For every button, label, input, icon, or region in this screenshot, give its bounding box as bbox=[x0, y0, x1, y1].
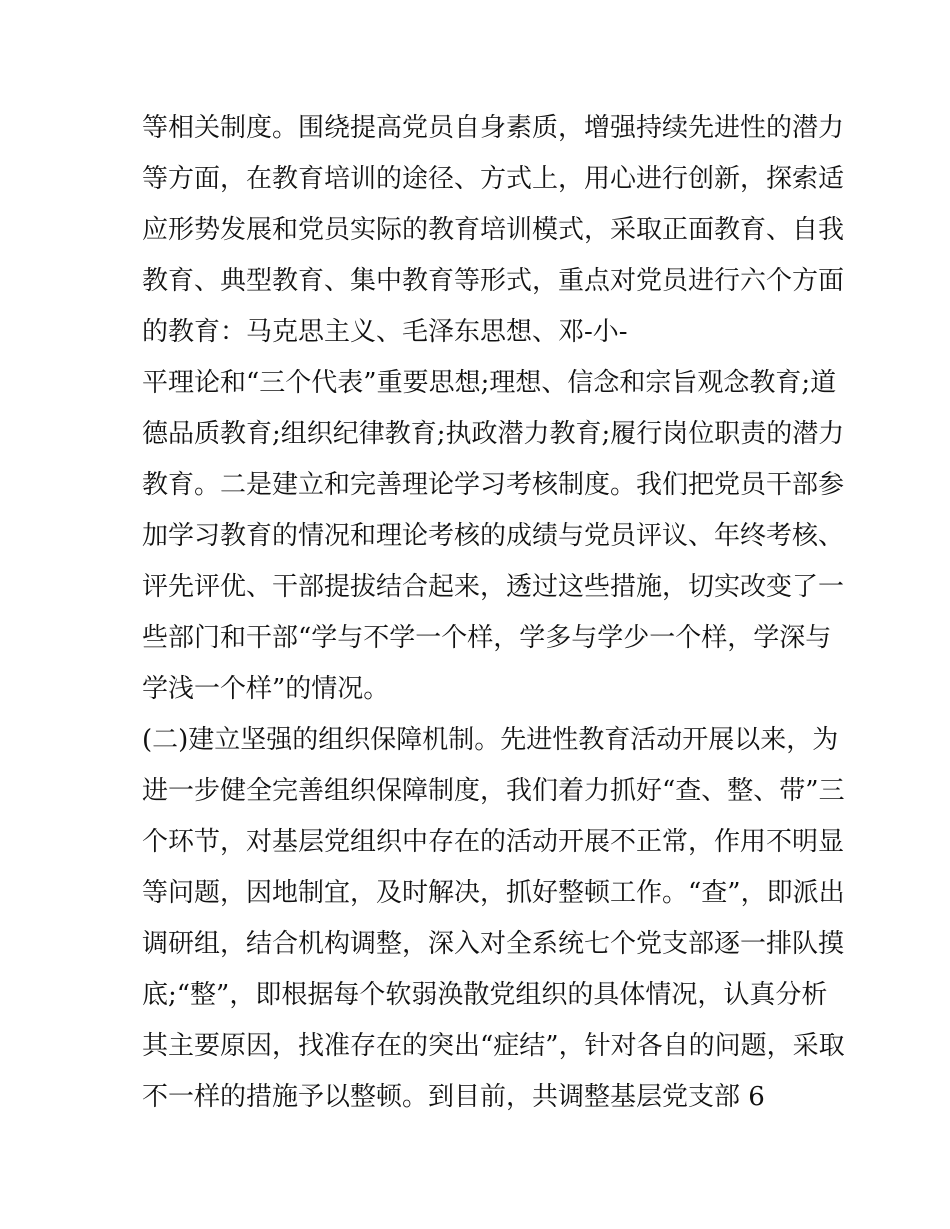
text-line-8: 教育。二是建立和完善理论学习考核制度。我们把党员干部参 bbox=[142, 470, 845, 500]
text-line-16: 等问题，因地制宜，及时解决，抓好整顿工作。“查”，即派出 bbox=[142, 878, 845, 908]
text-line-13: (二)建立坚强的组织保障机制。先进性教育活动开展以来，为 bbox=[142, 725, 839, 755]
text-line-5: 的教育：马克思主义、毛泽东思想、邓-小- bbox=[142, 317, 628, 347]
text-line-19: 其主要原因，找准存在的突出“症结”，针对各自的问题，采取 bbox=[142, 1031, 845, 1061]
text-line-10: 评先评优、干部提拔结合起来，透过这些措施，切实改变了一 bbox=[142, 572, 845, 602]
text-line-20: 不一样的措施予以整顿。到目前，共调整基层党支部 6 bbox=[142, 1082, 765, 1112]
text-line-17: 调研组，结合机构调整，深入对全系统七个党支部逐一排队摸 bbox=[142, 929, 845, 959]
text-line-1: 等相关制度。围绕提高党员自身素质，增强持续先进性的潜力 bbox=[142, 113, 845, 143]
text-line-3: 应形势发展和党员实际的教育培训模式，采取正面教育、自我 bbox=[142, 215, 845, 245]
text-line-12: 学浅一个样”的情况。 bbox=[142, 674, 390, 704]
text-line-7: 德品质教育;组织纪律教育;执政潜力教育;履行岗位职责的潜力 bbox=[142, 419, 845, 449]
text-line-9: 加学习教育的情况和理论考核的成绩与党员评议、年终考核、 bbox=[142, 521, 845, 551]
text-line-11: 些部门和干部“学与不学一个样，学多与学少一个样，学深与 bbox=[142, 623, 832, 653]
text-line-15: 个环节，对基层党组织中存在的活动开展不正常，作用不明显 bbox=[142, 827, 845, 857]
text-line-4: 教育、典型教育、集中教育等形式，重点对党员进行六个方面 bbox=[142, 266, 845, 296]
text-line-2: 等方面，在教育培训的途径、方式上，用心进行创新，探索适 bbox=[142, 164, 845, 194]
text-line-18: 底;“整”，即根据每个软弱涣散党组织的具体情况，认真分析 bbox=[142, 980, 828, 1010]
text-line-6: 平理论和“三个代表”重要思想;理想、信念和宗旨观念教育;道 bbox=[142, 368, 837, 398]
text-line-14: 进一步健全完善组织保障制度，我们着力抓好“查、整、带”三 bbox=[142, 776, 845, 806]
